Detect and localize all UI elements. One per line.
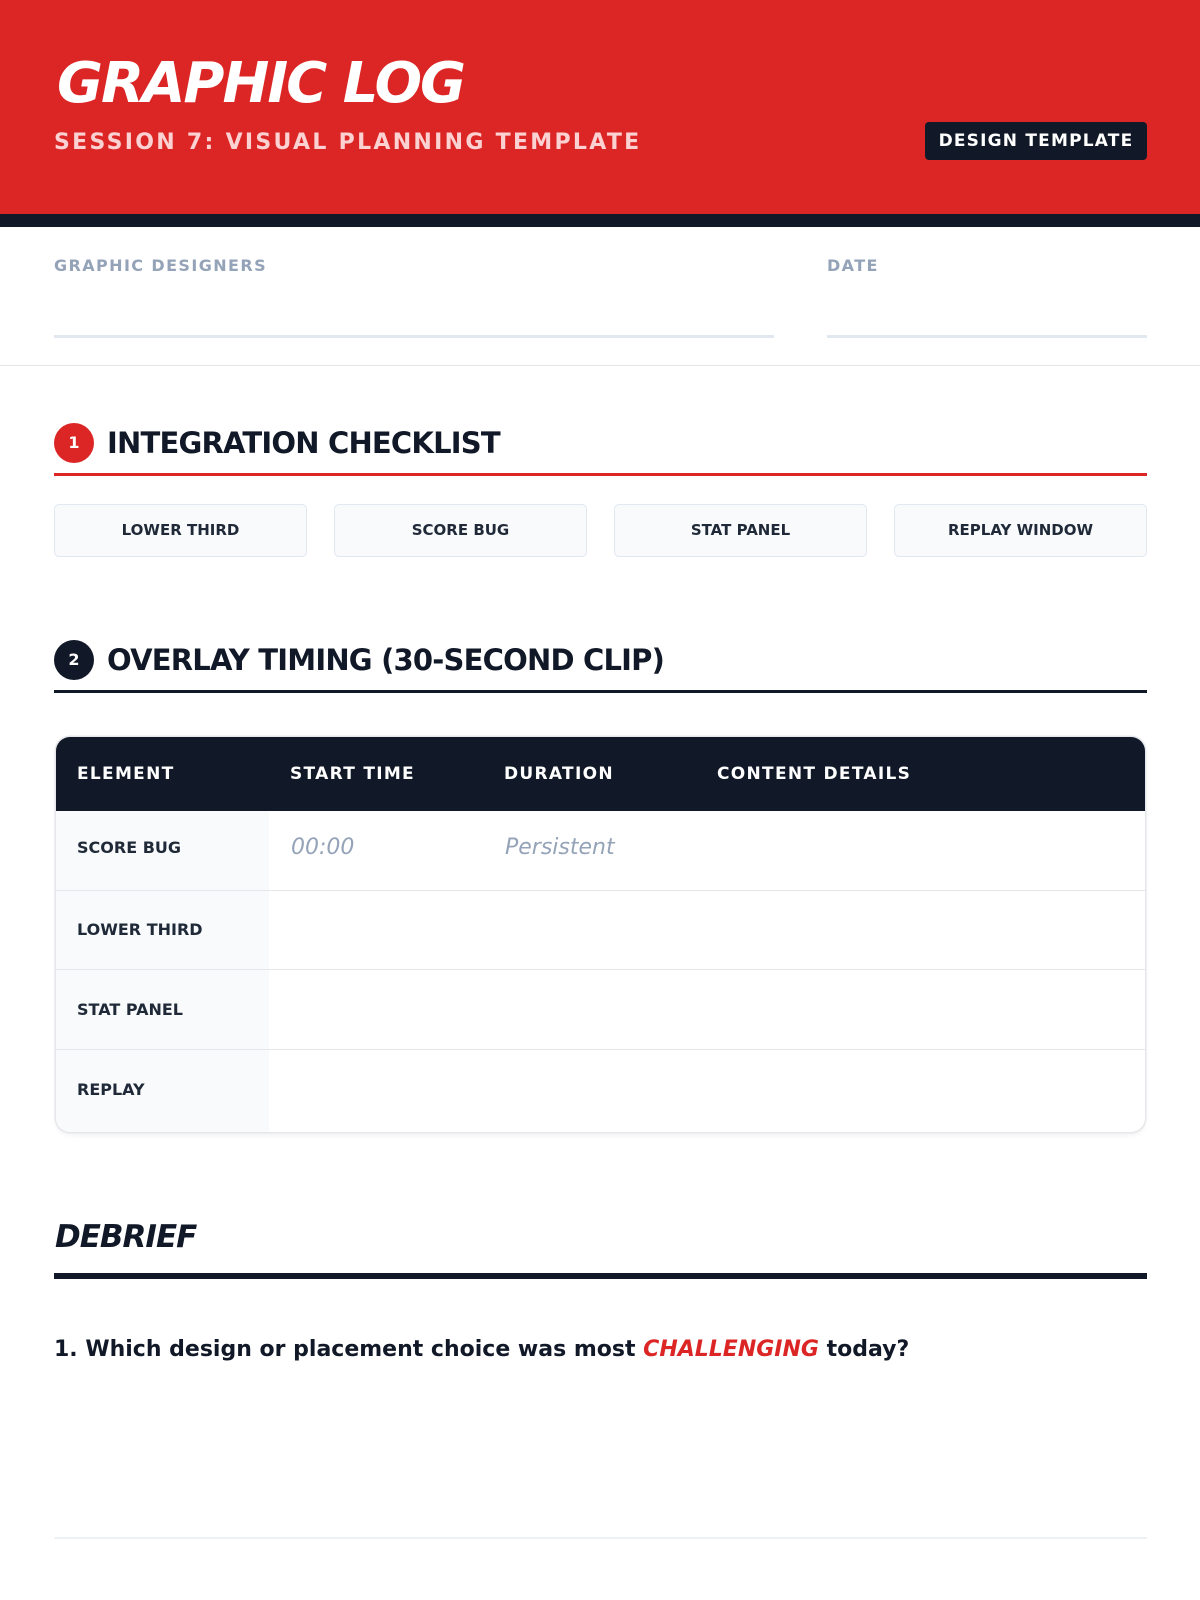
cell-duration-score-bug[interactable]: Persistent <box>505 835 615 860</box>
row-divider <box>56 1049 1145 1050</box>
column-header-duration: DURATION <box>504 764 614 784</box>
header-divider <box>0 214 1200 227</box>
section-1-title: INTEGRATION CHECKLIST <box>107 426 500 460</box>
design-template-badge: DESIGN TEMPLATE <box>925 122 1147 160</box>
column-header-start-time: START TIME <box>290 764 415 784</box>
section-2-number-badge: 2 <box>54 640 94 680</box>
checklist-item-replay-window[interactable]: REPLAY WINDOW <box>894 504 1147 557</box>
row-label-lower-third: LOWER THIRD <box>77 920 203 939</box>
table-header <box>56 737 1145 811</box>
section-2-rule <box>54 690 1147 693</box>
overlay-timing-table <box>56 737 1145 1132</box>
debrief-rule <box>54 1273 1147 1279</box>
date-label: DATE <box>827 256 879 275</box>
checklist-item-stat-panel[interactable]: STAT PANEL <box>614 504 867 557</box>
designers-label: GRAPHIC DESIGNERS <box>54 256 268 275</box>
question-1-highlight: CHALLENGING <box>643 1337 819 1362</box>
checklist-item-score-bug[interactable]: SCORE BUG <box>334 504 587 557</box>
row-divider <box>56 969 1145 970</box>
row-divider <box>56 890 1145 891</box>
designers-field[interactable] <box>54 335 774 338</box>
section-1-number-badge: 1 <box>54 423 94 463</box>
section-2-title: OVERLAY TIMING (30-SECOND CLIP) <box>107 643 665 677</box>
row-label-stat-panel: STAT PANEL <box>77 1000 183 1019</box>
date-field[interactable] <box>827 335 1147 338</box>
page-title: GRAPHIC LOG <box>57 51 465 116</box>
debrief-title: DEBRIEF <box>55 1219 197 1255</box>
question-1-prefix: 1. Which design or placement choice was most <box>54 1337 636 1362</box>
cell-start-time-score-bug[interactable]: 00:00 <box>291 835 355 860</box>
meta-divider <box>0 365 1200 366</box>
debrief-question-1 <box>54 1334 909 1366</box>
answer-line-1[interactable] <box>54 1537 1147 1539</box>
row-label-score-bug: SCORE BUG <box>77 838 182 857</box>
page-subtitle: SESSION 7: VISUAL PLANNING TEMPLATE <box>54 130 642 155</box>
column-header-content-details: CONTENT DETAILS <box>717 764 912 784</box>
header-banner <box>0 0 1200 214</box>
checklist-item-lower-third[interactable]: LOWER THIRD <box>54 504 307 557</box>
question-1-suffix: today? <box>826 1337 910 1362</box>
section-1-rule <box>54 473 1147 476</box>
row-label-replay: REPLAY <box>77 1080 145 1099</box>
column-header-element: ELEMENT <box>77 764 175 784</box>
